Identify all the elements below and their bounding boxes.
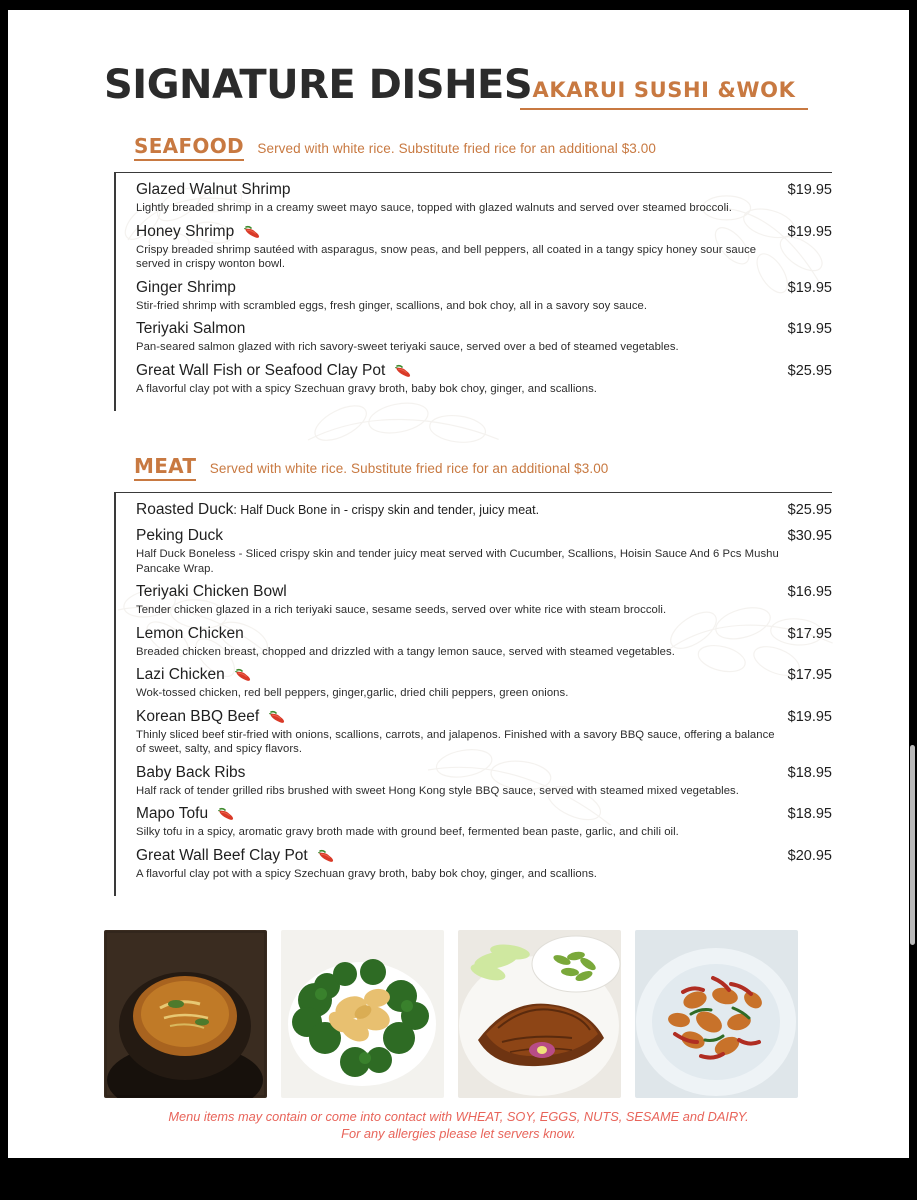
menu-item-description: Stir-fried shrimp with scrambled eggs, fresh ginger, scallions, and bok choy, all in a savory soy sauce. — [136, 299, 648, 312]
menu-item-description: A flavorful clay pot with a spicy Szechuan gravy broth, baby bok choy, ginger, and scallions. — [136, 867, 597, 880]
section-title: MEAT — [134, 454, 196, 481]
menu-item — [136, 501, 832, 520]
scrollbar-track[interactable] — [909, 10, 917, 1158]
menu-item-description: Pan-seared salmon glazed with rich savory-sweet teriyaki sauce, served over a bed of steamed vegetables. — [136, 341, 679, 353]
menu-item-description: Crispy breaded shrimp sautéed with asparagus, snow peas, and bell peppers, all coated in a tangy spicy honey sour sauce served in crispy wonton bowl. — [136, 243, 757, 270]
menu-item — [136, 708, 832, 757]
viewer-bottom-bar — [0, 1162, 917, 1200]
menu-item — [136, 847, 832, 882]
menu-item-description: Half Duck Boneless - Sliced crispy skin and tender juicy meat served with Cucumber, Scallions, Hoisin Sauce And 6 Pcs Mushu Pancake Wrap. — [136, 548, 779, 575]
section-items — [114, 493, 832, 896]
menu-item-row — [136, 501, 832, 520]
menu-item-description: A flavorful clay pot with a spicy Szechuan gravy broth, baby bok choy, ginger, and scallions. — [136, 382, 597, 395]
menu-item-row — [136, 181, 832, 200]
menu-item — [136, 223, 832, 272]
menu-item-row — [136, 362, 832, 381]
lazi-chicken-photo — [635, 930, 798, 1098]
photo-gallery — [104, 930, 834, 1098]
menu-item-row — [136, 223, 832, 242]
menu-item-name: Baby Back Ribs — [136, 763, 246, 781]
menu-item-name: Teriyaki Salmon — [136, 320, 246, 337]
menu-item-row — [136, 320, 832, 339]
menu-item-price: $19.95 — [787, 223, 832, 240]
page-title: SIGNATURE DISHES — [104, 62, 533, 108]
menu-item-price: $19.95 — [787, 182, 832, 198]
section-title: SEAFOOD — [134, 134, 244, 161]
menu-item-name: Honey Shrimp — [136, 222, 235, 240]
section-note: Served with white rice. Substitute fried rice for an additional $3.00 — [209, 461, 609, 476]
menu-item — [136, 279, 832, 314]
menu-content — [8, 10, 909, 1158]
menu-item-name: Great Wall Fish or Seafood Clay Pot — [136, 361, 386, 379]
spicy-chili-icon — [232, 668, 252, 686]
menu-item-description: Lightly breaded shrimp in a creamy sweet mayo sauce, topped with glazed walnuts and served over steamed broccoli. — [136, 202, 732, 214]
menu-item-name: Peking Duck — [136, 527, 224, 544]
section-header — [104, 454, 832, 484]
menu-item-name: Korean BBQ Beef — [136, 707, 260, 725]
menu-item-price: $17.95 — [787, 667, 832, 683]
menu-item-description: Tender chicken glazed in a rich teriyaki sauce, sesame seeds, served over white rice with steam broccoli. — [136, 604, 667, 616]
menu-item-price: $20.95 — [787, 847, 832, 864]
menu-item — [136, 625, 832, 660]
menu-item-price: $30.95 — [787, 528, 832, 544]
spicy-chili-icon — [266, 710, 286, 728]
section-header — [104, 134, 832, 164]
menu-item-name: Roasted Duck — [136, 501, 234, 518]
menu-item-name: Teriyaki Chicken Bowl — [136, 583, 287, 600]
menu-item-description: Breaded chicken breast, chopped and drizzled with a tangy lemon sauce, served with steamed vegetables. — [136, 645, 675, 658]
menu-item-price: $19.95 — [787, 279, 832, 296]
menu-item — [136, 666, 832, 701]
spicy-chili-icon — [241, 225, 261, 243]
menu-page — [8, 10, 909, 1158]
scrollbar-thumb[interactable] — [910, 745, 915, 945]
restaurant-name-wrap — [520, 78, 808, 110]
menu-item-name: Ginger Shrimp — [136, 278, 236, 296]
walnut-shrimp-broccoli-photo — [281, 930, 444, 1098]
menu-item — [136, 362, 832, 397]
section-note: Served with white rice. Substitute fried rice for an additional $3.00 — [257, 141, 656, 156]
menu-item-price: $19.95 — [787, 321, 832, 337]
menu-item — [136, 181, 832, 216]
menu-item-row — [136, 708, 832, 727]
menu-item-row — [136, 847, 832, 866]
spicy-chili-icon — [392, 364, 412, 382]
menu-item-price: $18.95 — [787, 764, 832, 781]
menu-header — [104, 62, 844, 118]
menu-item-description: Silky tofu in a spicy, aromatic gravy broth made with ground beef, fermented bean paste, garlic, and chili oil. — [136, 826, 679, 838]
menu-item-price: $19.95 — [787, 708, 832, 725]
menu-item-name: Great Wall Beef Clay Pot — [136, 846, 308, 864]
menu-item-row — [136, 764, 832, 783]
menu-item — [136, 320, 832, 355]
menu-item-row — [136, 805, 832, 824]
spicy-chili-icon — [215, 807, 235, 825]
restaurant-name: AKARUI SUSHI &WOK — [532, 78, 796, 102]
roasted-duck-photo — [458, 930, 621, 1098]
allergen-notice — [8, 1108, 909, 1142]
menu-item-price: $16.95 — [787, 584, 832, 600]
menu-item-price: $25.95 — [787, 502, 832, 518]
allergen-line-2: For any allergies please let servers know. — [341, 1126, 576, 1141]
section-seafood — [104, 134, 832, 411]
allergen-line-1: Menu items may contain or come into contact with WHEAT, SOY, EGGS, NUTS, SESAME and DAIRY. — [168, 1109, 749, 1124]
menu-item-price: $17.95 — [787, 625, 832, 642]
menu-item-price: $25.95 — [787, 362, 832, 379]
spicy-chili-icon — [315, 849, 335, 867]
menu-item-name: Lazi Chicken — [136, 666, 225, 683]
section-items — [114, 173, 832, 411]
menu-item-row — [136, 583, 832, 602]
menu-item-row — [136, 279, 832, 298]
section-meat — [104, 454, 832, 896]
menu-item-price: $18.95 — [787, 806, 832, 822]
menu-item-description: Half rack of tender grilled ribs brushed with sweet Hong Kong style BBQ sauce, served with steamed mixed vegetables. — [136, 784, 739, 797]
menu-item-row — [136, 625, 832, 644]
menu-item — [136, 764, 832, 799]
menu-item — [136, 583, 832, 618]
menu-item — [136, 805, 832, 840]
menu-item-qualifier: : Half Duck Bone in - crispy skin and tender, juicy meat. — [233, 503, 540, 517]
menu-item-row — [136, 666, 832, 685]
clay-pot-soup-photo — [104, 930, 267, 1098]
menu-item-description: Thinly sliced beef stir-fried with onions, scallions, carrots, and jalapenos. Finished with a savory BBQ sauce, offering a balance of sweet, salty, and spicy flavors. — [136, 728, 775, 755]
menu-item-name: Mapo Tofu — [136, 805, 209, 822]
menu-item — [136, 527, 832, 576]
menu-item-name: Lemon Chicken — [136, 624, 244, 642]
menu-item-description: Wok-tossed chicken, red bell peppers, ginger,garlic, dried chili peppers, green onions. — [136, 687, 569, 699]
menu-item-name: Glazed Walnut Shrimp — [136, 181, 291, 198]
menu-item-row — [136, 527, 832, 546]
